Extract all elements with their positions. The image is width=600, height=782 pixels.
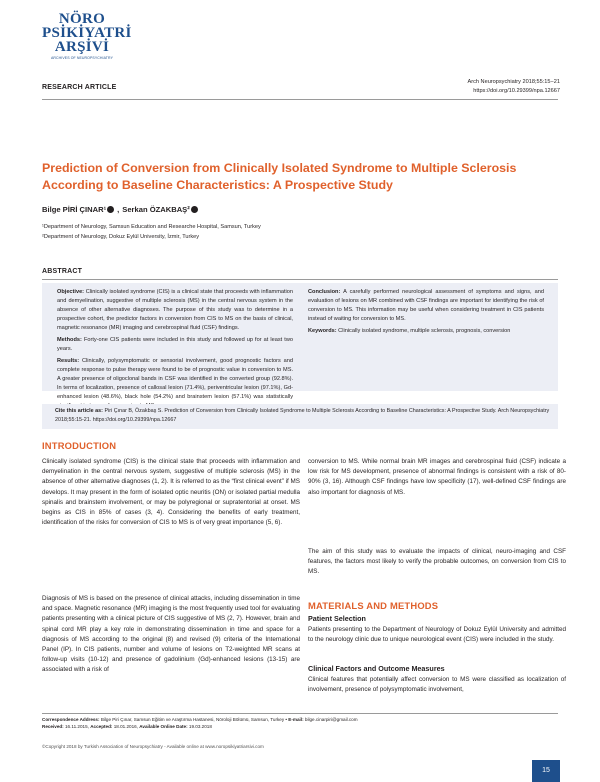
abstract-conclusion — [308, 288, 544, 324]
patient-selection-text: Patients presenting to the Department of Neurology of Dokuz Eylül University and admitted to the neurology clinic due to unique neurological event (CIS) were included in the study. — [308, 626, 566, 644]
patient-selection-heading: Patient Selection — [308, 614, 366, 623]
logo-line-2: PSİKİYATRİ — [42, 25, 132, 41]
logo-line-1: NÖRO — [58, 11, 106, 27]
email-label: E-mail: — [288, 717, 304, 722]
author-list — [42, 205, 201, 214]
results-text: Clinically, polysymptomatic or sensorial involvement, good prognostic factors and complete response to pulse therapy were found to be of prognostic value in conversion to MS. A greater presence of oligoclonal bands in CSF was identified in the converted group (92.8%). In terms of localization, presence of callosal lesion (71.4%), periventricular lesion (97.1%), Gd-enhanced lesion (48.6%), black hole (54.2%) and brainstem lesion (57.1%) was statistically — [57, 358, 293, 400]
copyright-notice: ©Copyright 2018 by Turkish Association of Neuropsychiatry - Available online at www.noropsikiyatriarsivi.com — [42, 744, 264, 749]
correspondence-address: Bilge Piri Çınar, Samsun Eğitim ve Araştırma Hastanesi, Nöroloji Bölümü, Samsun, Turkey — [100, 717, 285, 722]
abstract-objective — [57, 288, 293, 333]
methods-heading: MATERIALS AND METHODS — [308, 600, 439, 611]
abstract-methods — [57, 336, 293, 354]
abstract-heading: ABSTRACT — [42, 268, 83, 275]
cite-label: Cite this article as: — [55, 408, 103, 414]
introduction-paragraph-1: Clinically isolated syndrome (CIS) is the clinical state that proceeds with inflammation and demyelination in the central nervous system, suggestive of multiple sclerosis (MS) in the absence of other alternative diagnoses (1, 2). It is referred to as the “first clinical event” if MS develops. It may present in the form of isolated optic neuritis (ON) or isolated partial medulla spinalis and brainstem involvement, or may be polyregional or supratentorial at onset. MS begins as CIS in 85% of cases (3, 4). Considering the benefits of early treatment, identification of the risks for conversion of CIS to MS is of very great importance (5, 6). — [42, 458, 300, 527]
available-label: Available Online Date: — [139, 724, 188, 729]
logo-subtitle: ARCHIVES OF NEUROPSYCHIATRY — [50, 56, 114, 60]
correspondence-line: Correspondence Address: Bilge Piri Çınar, Samsun Eğitim ve Araştırma Hastanesi, Nöroloji Bölümü, Samsun, Turkey • E-mail: bilge.cinarpiri@gmail.com — [42, 717, 358, 722]
abstract-divider — [42, 279, 558, 280]
conclusion-label: Conclusion: — [308, 289, 341, 295]
author-2: Serkan ÖZAKBAŞ² — [122, 205, 190, 214]
journal-logo — [42, 11, 132, 60]
conclusion-text: A carefully performed neurological assessment of symptoms and signs, and evaluation of lesions on MR combined with CSF findings are important for identifying the risk of conversion to MS. This information may be useful when considering treatment in CIS patients instead of waiting for conversion to MS. — [308, 289, 545, 322]
methods-label: Methods: — [57, 337, 82, 343]
journal-reference — [467, 78, 560, 96]
received-label: Received: — [42, 724, 64, 729]
methods-text: Forty-one CIS patients were included in this study and followed up for at least two years. — [57, 337, 293, 352]
clinical-factors-heading: Clinical Factors and Outcome Measures — [308, 664, 445, 673]
introduction-paragraph-3: conversion to MS. While normal brain MR images and cerebrospinal fluid (CSF) indicate a low risk for MS development, presence of abnormal findings is consistent with a risk of 80-90% (3, 16). Although CSF findings have low specificity (17), well-defined CSF findings are also important for diagnosis of MS. — [308, 458, 566, 496]
logo-line-3: ARŞİVİ — [54, 39, 110, 55]
author-1: Bilge PİRİ ÇINAR¹ — [42, 205, 107, 214]
abstract-keywords — [308, 327, 544, 336]
email-address[interactable]: bilge.cinarpiri@gmail.com — [304, 717, 358, 722]
accepted-date: 18.01.2016, — [113, 724, 138, 729]
affiliation-1: ¹Department of Neurology, Samsun Education and Researche Hospital, Samsun, Turkey — [42, 224, 261, 230]
abstract-column-left — [57, 288, 293, 414]
doi-link[interactable]: https://doi.org/10.29399/npa.12667 — [473, 88, 560, 94]
footer-divider — [42, 713, 558, 714]
orcid-icon[interactable] — [191, 206, 198, 213]
cite-text — [55, 407, 550, 425]
article-type: RESEARCH ARTICLE — [42, 84, 117, 91]
objective-label: Objective: — [57, 289, 85, 295]
orcid-icon[interactable] — [107, 206, 114, 213]
introduction-paragraph-2: Diagnosis of MS is based on the presence of clinical attacks, including dissemination in time and space. Magnetic resonance (MR) imaging is the most frequently used tool for evaluating patients presenting with a clinical picture of CIS suggestive of MS (2, 7). However, brain and spinal cord MR play a key role in demonstrating dissemination in time and space for a diagnosis of MS according to the original (8) and revised (9) criteria of the International Panel (IP). In CIS patients, number and volume of lesions on T2-weighted MR scans at follow-up visits (10-12) and presence of gadolinium (Gd)-enhanced lesions (13-15) are associated with a risk of — [42, 595, 300, 674]
page-number: 15 — [532, 760, 560, 782]
keywords-label: Keywords: — [308, 328, 337, 334]
header-divider — [42, 99, 558, 100]
available-date: 19.03.2018 — [188, 724, 212, 729]
objective-text: Clinically isolated syndrome (CIS) is a clinical state that proceeds with inflammation and demyelination, suggestive of multiple sclerosis (MS) in the central nervous system in the absence of other alternative diagnoses. The purpose of this study was to determine in a prospective cohort, the predictor factors in conversion from CIS to MS on the basis of clinical, magnetic resonance (MR) imaging and cerebrospinal fluid (CSF) findings. — [57, 289, 293, 331]
abstract-box — [42, 283, 558, 400]
dates-line — [42, 723, 212, 730]
abstract-column-right — [308, 288, 544, 339]
clinical-factors-text: Clinical features that potentially affect conversion to MS were classified as localization of involvement, presence of polysymptomatic involvement, — [308, 676, 566, 694]
cite-body: Piri Çınar B, Özakbaş S. Prediction of Conversion from Clinically Isolated Syndrome to Multiple Sclerosis According to Baseline Characteristics: A Prospective Study. Arch Neuropsychiatry 2018;55:15-21. https://doi.org/10.29399/npa.12667 — [55, 408, 550, 423]
introduction-heading: INTRODUCTION — [42, 440, 117, 451]
journal-citation: Arch Neuropsychiatry 2018;55:15−21 — [467, 79, 560, 85]
introduction-paragraph-4: The aim of this study was to evaluate the impacts of clinical, neuro-imaging and CSF features, the factors most likely to verify the probable outcomes, on conversion from CIS to MS. — [308, 548, 566, 576]
correspondence-label: Correspondence Address: — [42, 717, 100, 722]
cite-box — [42, 404, 558, 429]
affiliation-2: ²Department of Neurology, Dokuz Eylül University, İzmir, Turkey — [42, 234, 200, 240]
article-title: Prediction of Conversion from Clinically Isolated Syndrome to Multiple Sclerosis According to Baseline Characteristics: A Prospective Study — [42, 161, 517, 192]
keywords-text: Clinically isolated syndrome, multiple sclerosis, prognosis, conversion — [338, 328, 511, 334]
results-label: Results: — [57, 358, 80, 364]
accepted-label: Accepted: — [90, 724, 113, 729]
received-date: 16.11.2015, — [65, 724, 89, 729]
abstract-results — [57, 357, 293, 411]
author-separator: , — [117, 205, 120, 214]
